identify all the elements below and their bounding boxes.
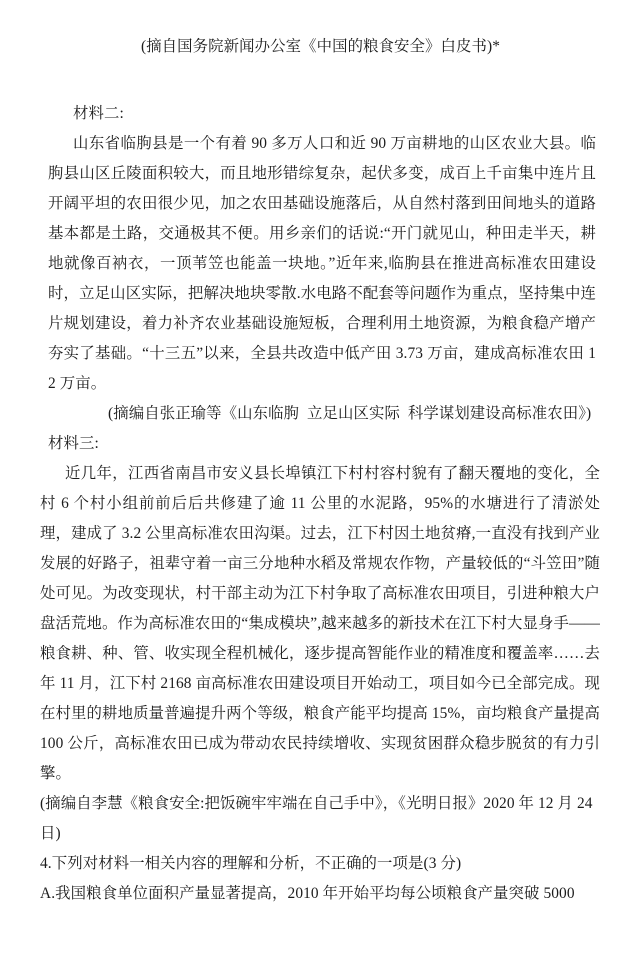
material-three-body: 近几年，江西省南昌市安义县长埠镇江下村村容村貌有了翻天覆地的变化，全村 6 个村小组前前后后共修建了逾 11 公里的水泥路，95%的水塘进行了清淤处理，建成了 3.2 公里高标准农田沟渠。过去，江下村因土地贫瘠,一直没有找到产业发展的好路子，祖辈守着一亩三分地种水稻及常规农作物，产量较低的“斗笠田”随处可见。为改变现状，村干部主动为江下村争取了高标准农田项目，引进种粮大户盘活荒地。作为高标准农田的“集成模块”,越来越多的新技术在江下村大显身手——粮食耕、种、管、收实现全程机械化，逐步提高智能作业的精准度和覆盖率……去年 11 月，江下村 2168 亩高标准农田建设项目开始动工，项目如今已全部完成。现在村里的耕地质量普遍提升两个等级，粮食产能平均提高 15%，亩均粮食产量提高 100 公斤，高标准农田已成为带动农民持续增收、实现贫困群众稳步脱贫的有力引擎。 xyxy=(40,465,604,782)
material-three-attribution: (摘编自李慧《粮食安全:把饭碗牢牢端在自己手中》，《光明日报》2020 年 12 月 24 日) xyxy=(40,795,597,842)
material-two-body: 山东省临朐县是一个有着 90 多万人口和近 90 万亩耕地的山区农业大县。临朐县山区丘陵面积较大，而且地形错综复杂，起伏多变，成百上千亩集中连片且开阔平坦的农田很少见，加之农田基础设施落后，从自然村落到田间地头的道路基本都是土路，交通极其不便。用乡亲们的话说:“开门就见山，种田走半天，耕地就像百衲衣，一顶苇笠也能盖一块地。”近年来,临朐县在推进高标准农田建设时，立足山区实际，把解决地块零散.水电路不配套等问题作为重点，坚持集中连片规划建设，着力补齐农业基础设施短板，合理利用土地资源，为粮食稳产增产夯实了基础。“十三五”以来，全县共改造中低产田 3.73 万亩，建成高标准农田 12 万亩。 xyxy=(48,135,596,392)
material-two-attribution: (摘编自张正瑜等《山东临朐 立足山区实际 科学谋划建设高标准农田》) xyxy=(108,405,592,422)
material-two-label: 材料二: xyxy=(73,105,124,122)
question-4-stem: 4.下列对材料一相关内容的理解和分析，不正确的一项是(3 分) xyxy=(40,855,462,872)
top-source-note: (摘自国务院新闻办公室《中国的粮食安全》白皮书)* xyxy=(140,38,501,55)
material-three-label: 材料三: xyxy=(48,435,99,452)
question-4-option-a: A.我国粮食单位面积产量显著提高，2010 年开始平均每公顷粮食产量突破 5000 xyxy=(40,885,575,902)
